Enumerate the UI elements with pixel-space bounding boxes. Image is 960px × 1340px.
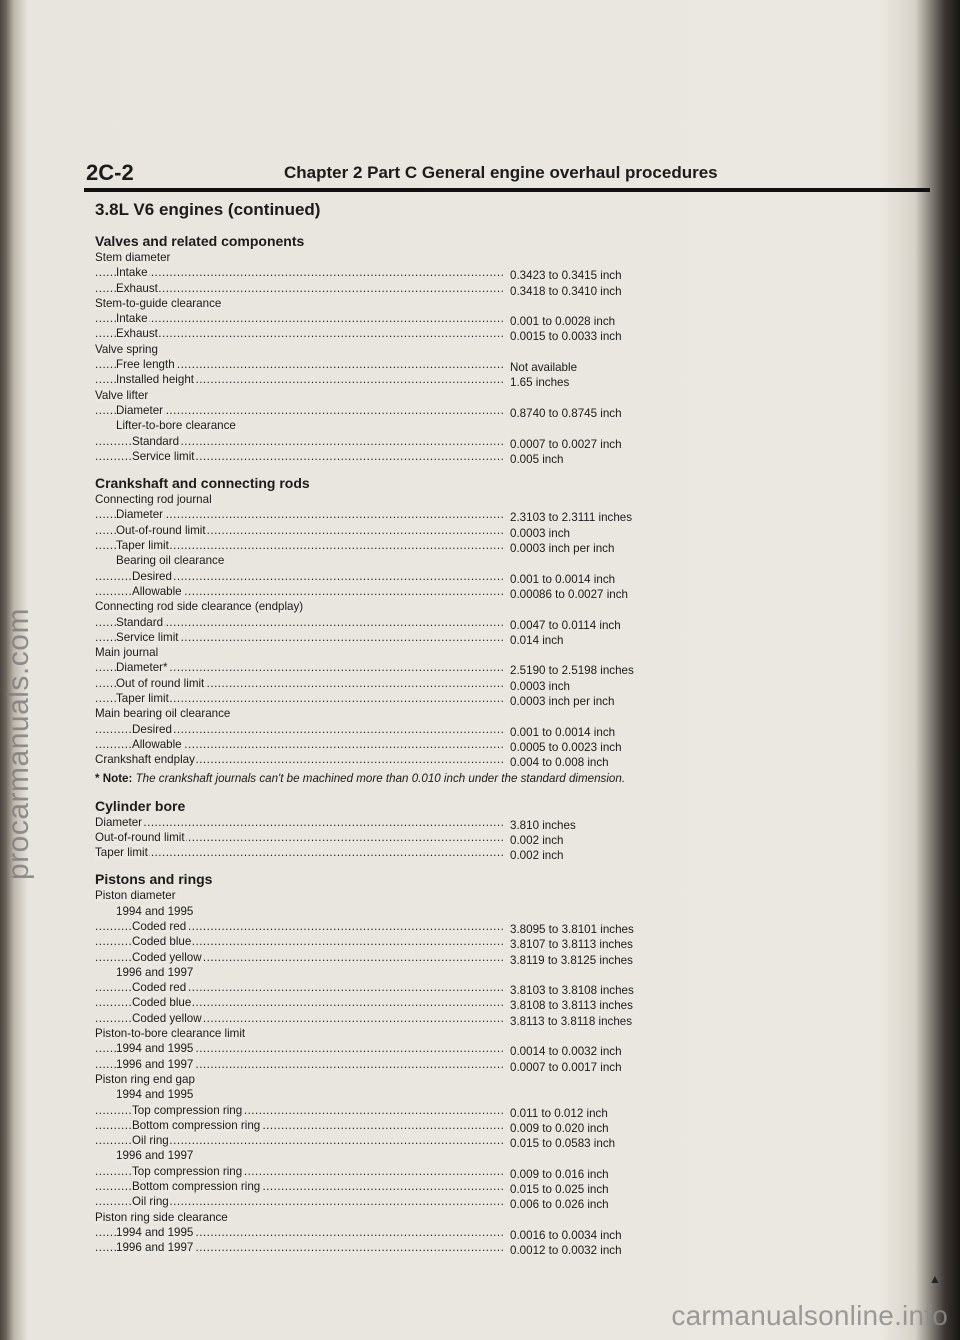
page-header bbox=[86, 160, 926, 190]
spec-row bbox=[95, 1240, 695, 1258]
spec-label-wrap bbox=[95, 357, 503, 372]
watermark-bottom: carmanualsonline.info bbox=[671, 1300, 948, 1331]
spec-value: 0.001 to 0.0028 inch bbox=[510, 315, 616, 329]
spec-value: 3.8113 to 3.8118 inches bbox=[510, 1014, 633, 1028]
spec-label-wrap bbox=[95, 660, 503, 675]
spec-label-wrap bbox=[95, 1210, 503, 1225]
spec-label: Taper limit bbox=[116, 692, 169, 706]
spec-row bbox=[95, 434, 695, 449]
spec-label-wrap bbox=[95, 507, 503, 522]
spec-label-wrap bbox=[95, 965, 503, 980]
spec-row bbox=[95, 403, 695, 418]
spec-label: Allowable bbox=[132, 584, 182, 598]
spec-value: 3.8108 to 3.8113 inches bbox=[510, 999, 633, 1013]
spec-label: Piston ring end gap bbox=[95, 1072, 195, 1086]
spec-label-wrap bbox=[95, 265, 503, 280]
spec-row bbox=[95, 538, 695, 556]
spec-row bbox=[95, 815, 695, 830]
spec-label: 1996 and 1997 bbox=[116, 1149, 194, 1163]
footnote-prefix: * Note: bbox=[95, 771, 133, 785]
spec-row bbox=[95, 492, 695, 507]
spec-label: 1996 and 1997 bbox=[116, 1057, 194, 1071]
spec-value: 0.009 to 0.016 inch bbox=[510, 1167, 609, 1181]
spec-label: Exhaust bbox=[116, 327, 158, 341]
spec-row bbox=[95, 265, 695, 283]
group-title: Valves and related components bbox=[95, 233, 305, 249]
spec-row bbox=[95, 615, 695, 630]
spec-label-wrap bbox=[95, 523, 503, 538]
page-number: 2C-2 bbox=[86, 160, 134, 185]
watermark-left: procarmanuals.com bbox=[2, 608, 35, 880]
spec-row bbox=[95, 326, 695, 344]
page-arrow-icon: ▲ bbox=[929, 1272, 941, 1286]
spec-value: 0.006 to 0.026 inch bbox=[510, 1198, 609, 1212]
spec-label-wrap bbox=[95, 1194, 503, 1209]
spec-row bbox=[95, 1026, 695, 1041]
spec-label-wrap bbox=[95, 645, 503, 660]
spec-value: 0.0015 to 0.0033 inch bbox=[510, 330, 622, 344]
group-title: Crankshaft and connecting rods bbox=[95, 475, 310, 492]
spec-label: Lifter-to-bore clearance bbox=[116, 419, 236, 433]
spec-row bbox=[95, 1087, 695, 1102]
spec-value: 0.015 to 0.025 inch bbox=[510, 1183, 609, 1197]
spec-row bbox=[95, 599, 695, 614]
spec-label-wrap bbox=[95, 553, 503, 568]
spec-value: 0.001 to 0.0014 inch bbox=[510, 725, 616, 739]
spec-row bbox=[95, 1072, 695, 1087]
spec-value: 3.8095 to 3.8101 inches bbox=[510, 922, 634, 936]
spec-value: 0.002 inch bbox=[510, 849, 564, 863]
spec-label-wrap bbox=[95, 980, 503, 995]
spec-label: Coded blue bbox=[132, 996, 192, 1010]
spec-row bbox=[95, 1164, 695, 1179]
spec-label-wrap bbox=[95, 434, 503, 449]
spec-label-wrap bbox=[95, 1103, 503, 1118]
spec-label-wrap bbox=[95, 1026, 503, 1041]
spec-label-wrap bbox=[95, 372, 503, 387]
spec-value: 0.0003 inch bbox=[510, 526, 570, 540]
spec-value: 0.009 to 0.020 inch bbox=[510, 1121, 609, 1135]
spec-label-wrap bbox=[95, 584, 503, 599]
spec-value: 0.3423 to 0.3415 inch bbox=[510, 269, 622, 283]
spec-value: 0.015 to 0.0583 inch bbox=[510, 1137, 616, 1151]
spec-label-wrap bbox=[95, 950, 503, 965]
spec-value: 0.0007 to 0.0017 inch bbox=[510, 1060, 622, 1074]
spec-label: Service limit bbox=[116, 630, 179, 644]
spec-label-wrap bbox=[95, 1057, 503, 1072]
group-title: Cylinder bore bbox=[95, 797, 186, 814]
spec-value: 0.002 inch bbox=[510, 833, 564, 847]
spec-label-wrap bbox=[95, 904, 503, 919]
spec-label-wrap bbox=[95, 418, 503, 433]
spec-value: 0.00086 to 0.0027 inch bbox=[510, 587, 628, 601]
spec-label-wrap bbox=[95, 722, 503, 737]
spec-value: 0.0003 inch per inch bbox=[510, 542, 615, 556]
spec-row bbox=[95, 311, 695, 329]
footnote bbox=[95, 771, 695, 787]
spec-label: Bottom compression ring bbox=[132, 1118, 261, 1132]
spec-label-wrap bbox=[95, 830, 503, 845]
spec-label: Free length bbox=[116, 358, 175, 372]
spec-value: 3.810 inches bbox=[510, 818, 576, 832]
spec-row bbox=[95, 1103, 695, 1118]
spec-label: Coded red bbox=[132, 981, 187, 995]
spec-label-wrap bbox=[95, 1133, 503, 1148]
spec-label: Desired bbox=[132, 569, 172, 583]
spec-value: 3.8119 to 3.8125 inches bbox=[510, 953, 633, 967]
spec-label-wrap bbox=[95, 296, 503, 311]
spec-row bbox=[95, 737, 695, 752]
spec-row bbox=[95, 1057, 695, 1072]
spec-label: Valve lifter bbox=[95, 388, 149, 402]
spec-label: Out-of-round limit bbox=[116, 523, 206, 537]
spec-label-wrap bbox=[95, 1118, 503, 1133]
spec-label-wrap bbox=[95, 934, 503, 949]
spec-row bbox=[95, 676, 695, 691]
spec-label-wrap bbox=[95, 599, 503, 614]
spec-row bbox=[95, 888, 695, 903]
spec-label: Connecting rod journal bbox=[95, 493, 212, 507]
spec-label: Service limit bbox=[132, 449, 195, 463]
spec-label: Top compression ring bbox=[132, 1164, 243, 1178]
spec-label-wrap bbox=[95, 1072, 503, 1087]
spec-label: Diameter* bbox=[116, 661, 168, 675]
spec-label: Crankshaft endplay bbox=[95, 753, 195, 767]
spec-label-wrap bbox=[95, 888, 503, 903]
spec-row bbox=[95, 706, 695, 721]
spec-label: Stem diameter bbox=[95, 251, 171, 264]
spec-value: 0.0014 to 0.0032 inch bbox=[510, 1045, 622, 1059]
spec-label: Coded blue bbox=[132, 935, 192, 949]
spec-value: 0.0003 inch per inch bbox=[510, 695, 615, 709]
spec-row bbox=[95, 388, 695, 403]
spec-value: 0.004 to 0.008 inch bbox=[510, 756, 609, 770]
spec-label: Oil ring bbox=[132, 1195, 169, 1209]
spec-label: 1994 and 1995 bbox=[116, 1042, 194, 1056]
spec-row bbox=[95, 995, 695, 1013]
spec-row bbox=[95, 630, 695, 645]
spec-label-wrap bbox=[95, 630, 503, 645]
spec-row bbox=[95, 691, 695, 709]
spec-label: Allowable bbox=[132, 737, 182, 751]
spec-label-wrap bbox=[95, 845, 503, 860]
spec-row bbox=[95, 1210, 695, 1225]
spec-value: 0.0012 to 0.0032 inch bbox=[510, 1244, 622, 1258]
chapter-title: Chapter 2 Part C General engine overhaul procedures bbox=[284, 163, 718, 182]
spec-row bbox=[95, 1225, 695, 1240]
spec-label-wrap bbox=[95, 691, 503, 706]
spec-label-wrap bbox=[95, 311, 503, 326]
spec-label-wrap bbox=[95, 250, 503, 265]
spec-label: Installed height bbox=[116, 373, 194, 387]
spec-label-wrap bbox=[95, 737, 503, 752]
spec-label-wrap bbox=[95, 1087, 503, 1102]
spec-content bbox=[95, 232, 695, 1256]
spec-row bbox=[95, 934, 695, 952]
spec-value: 0.8740 to 0.8745 inch bbox=[510, 406, 622, 420]
spec-label: Coded red bbox=[132, 919, 187, 933]
spec-row bbox=[95, 569, 695, 584]
spec-label: Piston diameter bbox=[95, 889, 176, 903]
spec-row bbox=[95, 980, 695, 998]
spec-label-wrap bbox=[95, 1179, 503, 1194]
spec-label: 1996 and 1997 bbox=[116, 965, 194, 979]
spec-value: 2.5190 to 2.5198 inches bbox=[510, 664, 634, 678]
spec-label: Desired bbox=[132, 722, 172, 736]
spec-label: Intake bbox=[116, 312, 148, 326]
spec-value: 0.0016 to 0.0034 inch bbox=[510, 1228, 622, 1242]
spec-label-wrap bbox=[95, 1164, 503, 1179]
footnote-text: The crankshaft journals can't be machined more than 0.010 inch under the standard dimension. bbox=[135, 771, 626, 785]
spec-label-wrap bbox=[95, 538, 503, 553]
spec-label: Diameter bbox=[116, 403, 164, 417]
spec-label: Taper limit bbox=[95, 846, 148, 860]
spec-label: 1994 and 1995 bbox=[116, 1088, 194, 1102]
spec-label: Bottom compression ring bbox=[132, 1180, 261, 1194]
spec-row bbox=[95, 965, 695, 980]
spec-label: Intake bbox=[116, 266, 148, 280]
spec-label: 1994 and 1995 bbox=[116, 904, 194, 918]
spec-label-wrap bbox=[95, 569, 503, 584]
spec-row bbox=[95, 830, 695, 845]
spec-label: Connecting rod side clearance (endplay) bbox=[95, 600, 304, 614]
spec-label-wrap bbox=[95, 1011, 503, 1026]
header-rule bbox=[84, 188, 930, 192]
spec-value: 0.0005 to 0.0023 inch bbox=[510, 740, 622, 754]
spec-value: 0.001 to 0.0014 inch bbox=[510, 572, 616, 586]
spec-label-wrap bbox=[95, 615, 503, 630]
spec-row bbox=[95, 372, 695, 390]
spec-label-wrap bbox=[95, 1041, 503, 1056]
spec-value: 0.0047 to 0.0114 inch bbox=[510, 618, 621, 632]
spec-value: 0.014 inch bbox=[510, 633, 564, 647]
spec-row bbox=[95, 645, 695, 660]
spec-label-wrap bbox=[95, 388, 503, 403]
spec-label-wrap bbox=[95, 1240, 503, 1255]
spec-label-wrap bbox=[95, 676, 503, 691]
spec-label: Exhaust bbox=[116, 281, 158, 295]
spec-row bbox=[95, 1179, 695, 1197]
spec-label: Standard bbox=[132, 434, 180, 448]
spec-value: 0.0003 inch bbox=[510, 679, 570, 693]
spec-label-wrap bbox=[95, 706, 503, 721]
spec-label: 1994 and 1995 bbox=[116, 1225, 194, 1239]
spec-row bbox=[95, 296, 695, 311]
spec-label: Top compression ring bbox=[132, 1103, 243, 1117]
spec-row bbox=[95, 553, 695, 568]
spec-label-wrap bbox=[95, 1225, 503, 1240]
spec-row bbox=[95, 950, 695, 965]
spec-value: 0.005 inch bbox=[510, 452, 564, 466]
spec-label: Standard bbox=[116, 615, 164, 629]
spec-label: Coded yellow bbox=[132, 1011, 202, 1025]
spec-label: Piston ring side clearance bbox=[95, 1210, 228, 1224]
spec-row bbox=[95, 904, 695, 919]
spec-row bbox=[95, 919, 695, 934]
spec-label-wrap bbox=[95, 403, 503, 418]
spec-row bbox=[95, 1041, 695, 1059]
spec-label: Out of round limit bbox=[116, 676, 205, 690]
spec-label-wrap bbox=[95, 815, 503, 830]
spec-row bbox=[95, 752, 695, 770]
spec-row bbox=[95, 449, 695, 464]
spec-label: 1996 and 1997 bbox=[116, 1241, 194, 1255]
spec-row bbox=[95, 507, 695, 525]
spec-row bbox=[95, 281, 695, 296]
section-title: 3.8L V6 engines (continued) bbox=[95, 200, 321, 219]
spec-label-wrap bbox=[95, 342, 503, 357]
group-title: Pistons and rings bbox=[95, 871, 213, 888]
spec-label: Diameter bbox=[95, 815, 143, 829]
spec-label-wrap bbox=[95, 281, 503, 296]
spec-label: Main bearing oil clearance bbox=[95, 707, 231, 721]
spec-label-wrap bbox=[95, 995, 503, 1010]
spec-label: Oil ring bbox=[132, 1134, 169, 1148]
spec-label: Taper limit bbox=[116, 539, 169, 553]
spec-value: 3.8103 to 3.8108 inches bbox=[510, 984, 634, 998]
spec-value: 1.65 inches bbox=[510, 376, 570, 390]
spec-label: Main journal bbox=[95, 646, 159, 660]
spec-label-wrap bbox=[95, 752, 503, 767]
spec-label-wrap bbox=[95, 1148, 503, 1163]
spec-row bbox=[95, 1011, 695, 1026]
spec-row bbox=[95, 660, 695, 678]
spec-label-wrap bbox=[95, 919, 503, 934]
spec-value: 2.3103 to 2.3111 inches bbox=[510, 511, 633, 525]
spec-row bbox=[95, 1148, 695, 1163]
spec-row bbox=[95, 342, 695, 357]
spec-row bbox=[95, 1118, 695, 1133]
spec-label-wrap bbox=[95, 449, 503, 464]
spec-value: Not available bbox=[510, 361, 578, 375]
spec-label-wrap bbox=[95, 492, 503, 507]
spec-row bbox=[95, 845, 695, 863]
spec-value: 0.3418 to 0.3410 inch bbox=[510, 284, 622, 298]
spec-row bbox=[95, 523, 695, 538]
spec-value: 0.011 to 0.012 inch bbox=[510, 1106, 608, 1120]
spec-row bbox=[95, 722, 695, 737]
spec-label: Coded yellow bbox=[132, 950, 202, 964]
spec-value: 0.0007 to 0.0027 inch bbox=[510, 437, 622, 451]
spec-row bbox=[95, 1133, 695, 1151]
spec-label: Piston-to-bore clearance limit bbox=[95, 1027, 246, 1041]
spec-label: Out-of-round limit bbox=[95, 830, 185, 844]
spec-row bbox=[95, 584, 695, 599]
spec-row bbox=[95, 357, 695, 375]
spec-row bbox=[95, 250, 695, 265]
spec-label: Stem-to-guide clearance bbox=[95, 296, 222, 310]
spec-label: Diameter bbox=[116, 508, 164, 522]
spec-row bbox=[95, 1194, 695, 1212]
spec-label: Valve spring bbox=[95, 342, 158, 356]
spec-label-wrap bbox=[95, 326, 503, 341]
spec-label: Bearing oil clearance bbox=[116, 554, 225, 568]
spec-value: 3.8107 to 3.8113 inches bbox=[510, 938, 633, 952]
spec-row bbox=[95, 418, 695, 433]
